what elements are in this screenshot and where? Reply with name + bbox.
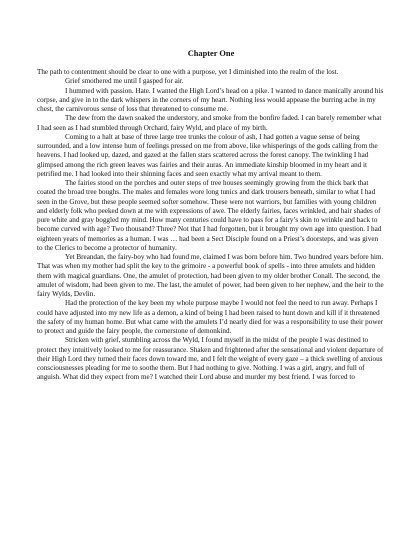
paragraph: Grief smothered me until I gasped for air. bbox=[65, 77, 184, 86]
paragraph: The path to contentment should be clear to one with a purpose, yet I diminished into the realm of the lost. bbox=[37, 68, 339, 76]
paragraph: Stricken with grief, stumbling across the Wyld, I found myself in the midst of the people I was destined to protect they intuitively looked to me for reassurance. Shaken and frightened after the sensational and violent departure of their High Lord they turned their faces down toward me, and I felt the weight of every gaze – a thick swelling of anxious consciousnesses pleading for me to soothe them. But I had nothing to give. Nothing. I was a girl, angry, and full of anguish. What did they expect from me? I watched their Lord abuse and murder my best friend. I was forced to bbox=[37, 336, 384, 382]
paragraph: Coming to a halt at base of three large tree trunks the colour of ash, I had gotten a vague sense of being surrounded, and a low intense hum of feelings pressed on me from above, like whisperings of the gods calling from the heavens. I had looked up, dazed, and gazed at the fallen stars scattered across the forest canopy. The twinkling I had glimpsed among the rich green leaves was fairies and their auras. An immediate kinship bloomed in my heart and it petrified me. I had looked into their shinning faces and seen exactly what my arrival meant to them. bbox=[37, 132, 378, 178]
chapter-body bbox=[37, 68, 385, 383]
paragraph: The fairies stood on the porches and outer steps of tree houses seemingly growing from the thick bark that coated the broad tree boughs. The males and females wore long tunics and dark trousers beneath, similar to what I had seen in the Grove, but these people seemed softer somehow. These were not warriors, but families with young children and elderly folk who peeked down at me with expressions of awe. The elderly fairies, faces wrinkled, and hair shades of pure white and gray boggled my mind. How many centuries could have to pass for a fairy’s skin to wrinkle and back to become curved with age? Two thousand? Three? Not that I had forgotten, but it brought my own age into question. I had eighteen years of memories as a human. I was … had been a Sect Disciple found on a Priest’s doorsteps, and was given to the Clerics to become a protector of humanity. bbox=[37, 179, 382, 252]
paragraph: Yet Breandan, the fairy-boy who had found me, claimed I was born before him. Two hundred years before him. That was when my mother had split the key to the grimoire - a powerful book of spells - into three amulets and hidden them with magical guardians. One, the amulet of protection, had been given to my older brother Conall. The second, the amulet of wisdom, had been given to me. The last, the amulet of power, had been given to her nephew, and the heir to the fairy Wylds, Devlin. bbox=[37, 253, 384, 298]
paragraph: Had the protection of the key been my whole purpose maybe I would not feel the need to run away. Perhaps I could have adjusted into my new life as a demon, a kind of being I had been raised to hunt down and kill if it threatened the safety of my human home. But what came with the amulets I’d nearly died for was a responsibility to use their power to protect and guide the fairy people, the cornerstone of demonkind. bbox=[37, 299, 384, 335]
paragraph: I hummed with passion. Hate. I wanted the High Lord’s head on a pike. I wanted to dance manically around his corpse, and give in to the dark whispers in the corners of my heart. Nothing less would appease the burring ache in my chest, the carnivorous sense of loss that threatened to consume me. bbox=[37, 86, 384, 113]
chapter-title: Chapter One bbox=[187, 49, 235, 58]
paragraph: The dew from the dawn soaked the understory, and smoke from the bonfire faded. I can barely remember what I had seen as I had stumbled through Orchard, fairy Wyld, and place of my birth. bbox=[37, 114, 382, 132]
